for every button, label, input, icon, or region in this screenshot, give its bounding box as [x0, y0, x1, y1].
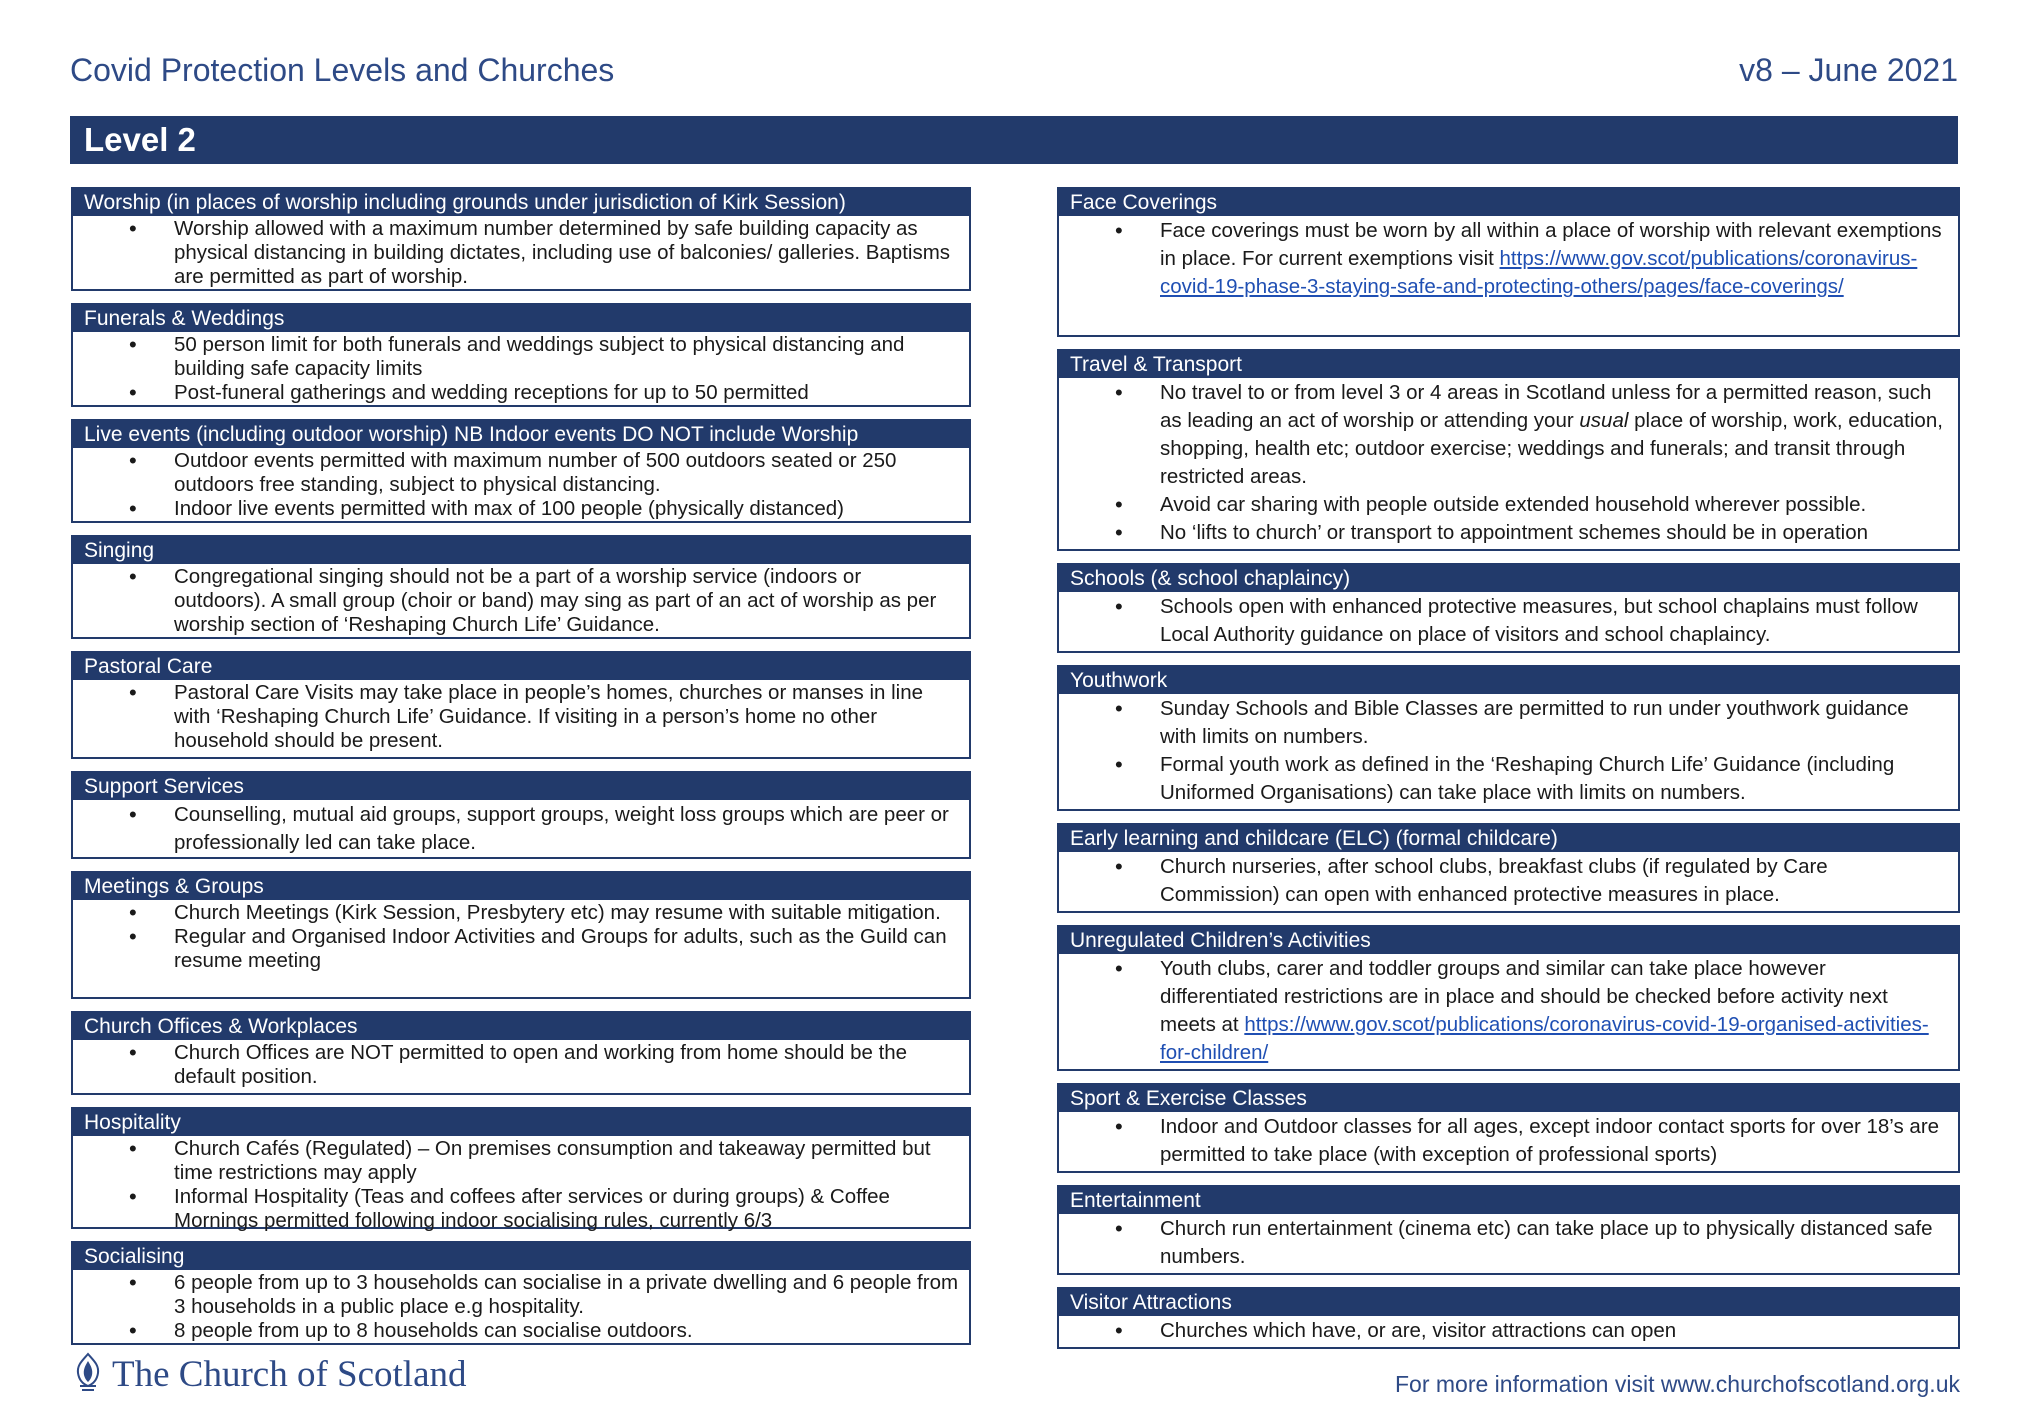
document-title: Covid Protection Levels and Churches [70, 52, 615, 88]
list-item: • Post-funeral gatherings and wedding receptions for up to 50 permitted [73, 381, 959, 405]
section-church-offices [71, 1011, 971, 1095]
item-text: place of worship, work, education, shopping, health etc; outdoor exercise; weddings and funerals; and transit through restricted areas. [1160, 409, 1943, 488]
section-heading: Visitor Attractions [1059, 1289, 1958, 1316]
section-funerals-weddings [71, 303, 971, 407]
section-heading: Travel & Transport [1059, 351, 1958, 378]
section-hospitality [71, 1107, 971, 1232]
left-column [71, 187, 971, 1345]
section-heading: Face Coverings [1059, 189, 1958, 216]
section-worship [71, 187, 971, 291]
section-heading: Live events (including outdoor worship) NB Indoor events DO NOT include Worship [73, 421, 969, 448]
list-item: • Regular and Organised Indoor Activities and Groups for adults, such as the Guild can resume meeting [73, 925, 959, 973]
item-text: No travel to or from level 3 or 4 areas in Scotland unless for a permitted reason, such as leading an act of worship or attending your [1160, 381, 1932, 432]
list-item: • Church nurseries, after school clubs, breakfast clubs (if regulated by Care Commission) can open with enhanced protective measures in place. [1059, 853, 1948, 909]
list-item: • Churches which have, or are, visitor attractions can open [1059, 1317, 1948, 1345]
document-version: v8 – June 2021 [1739, 52, 1958, 88]
section-heading: Church Offices & Workplaces [73, 1013, 969, 1040]
section-heading: Schools (& school chaplaincy) [1059, 565, 1958, 592]
list-item: • Worship allowed with a maximum number determined by safe building capacity as physical distancing in building dictates, including use of balconies/ galleries. Baptisms are permitted as part of worship. [73, 217, 959, 289]
section-heading: Singing [73, 537, 969, 564]
church-of-scotland-logo [72, 1352, 467, 1397]
section-heading: Unregulated Children’s Activities [1059, 927, 1958, 954]
section-heading: Socialising [73, 1243, 969, 1270]
section-heading: Pastoral Care [73, 653, 969, 680]
section-heading: Early learning and childcare (ELC) (formal childcare) [1059, 825, 1958, 852]
section-schools [1057, 563, 1960, 653]
list-item: • Church run entertainment (cinema etc) can take place up to physically distanced safe numbers. [1059, 1215, 1948, 1271]
organised-activities-link[interactable]: https://www.gov.scot/publications/coronavirus-covid-19-organised-activities-for-children/ [1160, 1013, 1929, 1064]
right-column [1057, 187, 1960, 1349]
footer-info: For more information visit www.churchofscotland.org.uk [1395, 1371, 1960, 1397]
list-item: • Church Cafés (Regulated) – On premises consumption and takeaway permitted but time restrictions may apply [73, 1137, 959, 1185]
list-item: • Informal Hospitality (Teas and coffees after services or during groups) & Coffee Mornings permitted following indoor socialising rules, currently 6/3 [73, 1185, 959, 1233]
list-item: • Church Meetings (Kirk Session, Presbytery etc) may resume with suitable mitigation. [73, 901, 959, 925]
section-early-learning [1057, 823, 1960, 913]
section-pastoral-care [71, 651, 971, 759]
list-item: • Indoor live events permitted with max of 100 people (physically distanced) [73, 497, 959, 521]
section-heading: Support Services [73, 773, 969, 800]
section-travel-transport [1057, 349, 1960, 551]
section-meetings-groups [71, 871, 971, 999]
section-live-events [71, 419, 971, 523]
section-heading: Worship (in places of worship including grounds under jurisdiction of Kirk Session) [73, 189, 969, 216]
list-item: • Formal youth work as defined in the ‘Reshaping Church Life’ Guidance (including Uniformed Organisations) can take place with limits on numbers. [1059, 751, 1948, 807]
section-singing [71, 535, 971, 639]
list-item: • Counselling, mutual aid groups, support groups, weight loss groups which are peer or professionally led can take place. [73, 801, 959, 857]
section-sport-exercise [1057, 1083, 1960, 1173]
list-item: • 8 people from up to 8 households can socialise outdoors. [73, 1319, 959, 1343]
list-item: • Church Offices are NOT permitted to open and working from home should be the default position. [73, 1041, 959, 1089]
item-emphasis: usual [1579, 409, 1629, 432]
list-item: • No ‘lifts to church’ or transport to appointment schemes should be in operation [1059, 519, 1948, 547]
list-item: • 50 person limit for both funerals and weddings subject to physical distancing and building safe capacity limits [73, 333, 959, 381]
item-text: Youth clubs, carer and toddler groups and similar can take place however differentiated restrictions are in place and should be checked before activity next meets at [1160, 957, 1888, 1036]
section-face-coverings [1057, 187, 1960, 337]
section-entertainment [1057, 1185, 1960, 1275]
list-item: • Avoid car sharing with people outside extended household wherever possible. [1059, 491, 1948, 519]
section-heading: Hospitality [73, 1109, 969, 1136]
section-youthwork [1057, 665, 1960, 811]
section-heading: Sport & Exercise Classes [1059, 1085, 1958, 1112]
list-item: • Congregational singing should not be a part of a worship service (indoors or outdoors). A small group (choir or band) may sing as part of an act of worship as per worship section of ‘Reshaping Church Life’ Guidance. [73, 565, 959, 637]
section-heading: Youthwork [1059, 667, 1958, 694]
list-item: • 6 people from up to 3 households can socialise in a private dwelling and 6 people from 3 households in a public place e.g hospitality. [73, 1271, 959, 1319]
section-socialising [71, 1241, 971, 1345]
logo-text: The Church of Scotland [112, 1354, 467, 1395]
list-item: • Pastoral Care Visits may take place in people’s homes, churches or manses in line with ‘Reshaping Church Life’ Guidance. If visiting in a person’s home no other household should be present. [73, 681, 959, 753]
burning-bush-icon [72, 1352, 104, 1397]
list-item: • Indoor and Outdoor classes for all ages, except indoor contact sports for over 18’s are permitted to take place (with exception of professional sports) [1059, 1113, 1948, 1169]
section-unregulated-activities [1057, 925, 1960, 1071]
list-item [1059, 217, 1948, 301]
list-item: • Schools open with enhanced protective measures, but school chaplains must follow Local Authority guidance on place of visitors and school chaplaincy. [1059, 593, 1948, 649]
section-heading: Meetings & Groups [73, 873, 969, 900]
section-heading: Entertainment [1059, 1187, 1958, 1214]
list-item [1059, 379, 1948, 491]
list-item: • Sunday Schools and Bible Classes are permitted to run under youthwork guidance with limits on numbers. [1059, 695, 1948, 751]
section-visitor-attractions [1057, 1287, 1960, 1349]
list-item [1059, 955, 1948, 1067]
section-support-services [71, 771, 971, 859]
item-text: Face coverings must be worn by all within a place of worship with relevant exemptions in place. For current exemptions visit [1160, 219, 1942, 270]
list-item: • Outdoor events permitted with maximum number of 500 outdoors seated or 250 outdoors free standing, subject to physical distancing. [73, 449, 959, 497]
section-heading: Funerals & Weddings [73, 305, 969, 332]
level-banner: Level 2 [70, 116, 1958, 164]
face-coverings-link[interactable]: https://www.gov.scot/publications/coronavirus-covid-19-phase-3-staying-safe-and-protecting-others/pages/face-coverings/ [1160, 247, 1918, 298]
